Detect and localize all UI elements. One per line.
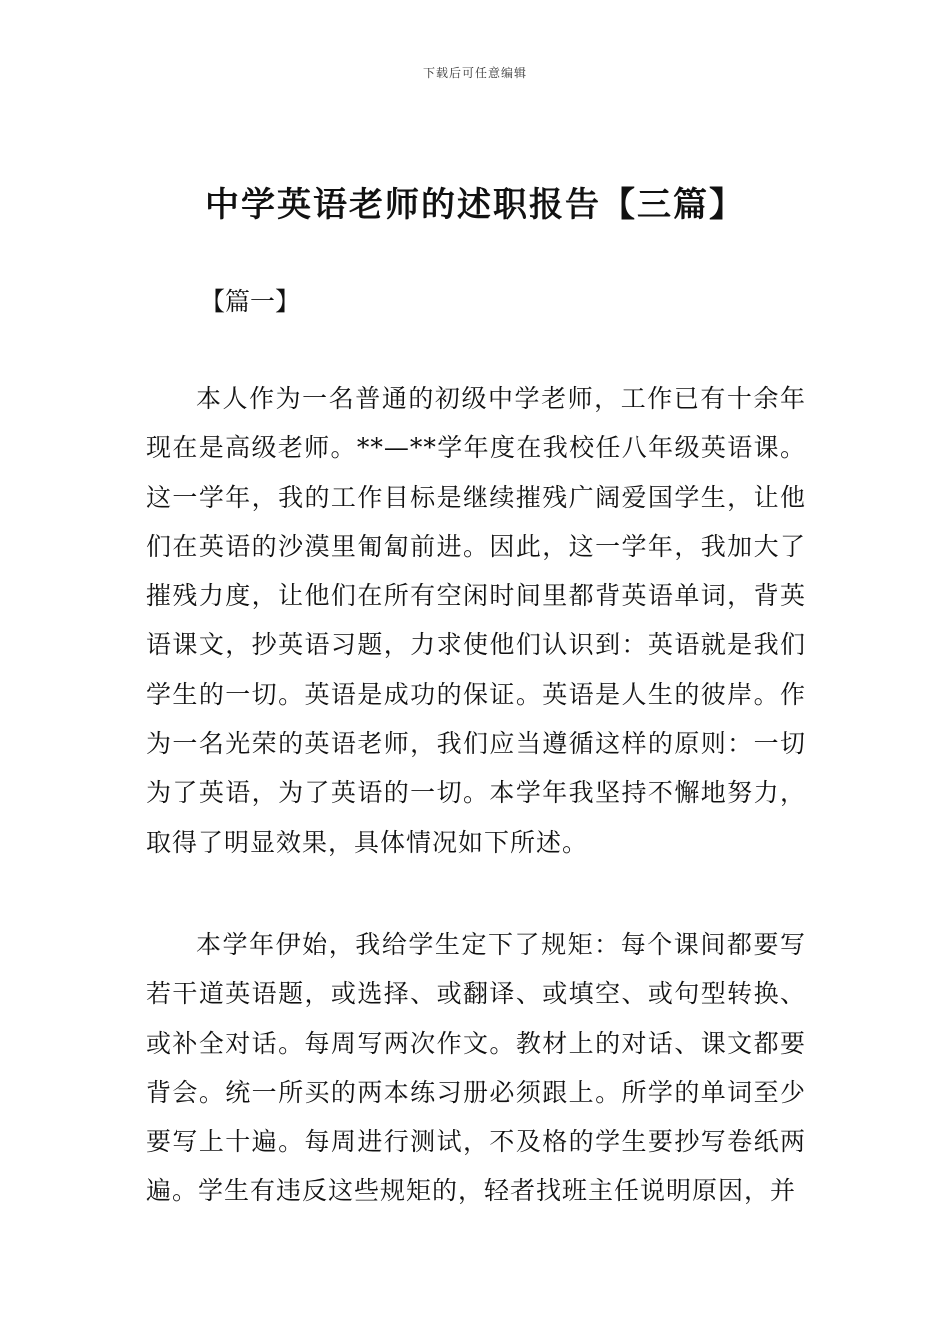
document-title: 中学英语老师的述职报告【三篇】 xyxy=(205,185,745,225)
body-paragraph: 本学年伊始，我给学生定下了规矩：每个课间都要写若干道英语题，或选择、或翻译、或填空、或句型转换、或补全对话。每周写两次作文。教材上的对话、课文都要背会。统一所买的两本练习册必须跟上。所学的单词至少要写上十遍。每周进行测试，不及格的学生要抄写卷纸两遍。学生有违反这些规矩的，轻者找班主任说明原因，并 xyxy=(146,930,806,1206)
page-header-note: 下载后可任意编辑 xyxy=(422,66,527,80)
body-paragraph: 本人作为一名普通的初级中学老师，工作已有十余年现在是高级老师。**—**学年度在我校任八年级英语课。这一学年，我的工作目标是继续摧残广阔爱国学生，让他们在英语的沙漠里匍匐前进。因此，这一学年，我加大了摧残力度，让他们在所有空闲时间里都背英语单词，背英语课文，抄英语习题，力求使他们认识到：英语就是我们学生的一切。英语是成功的保证。英语是人生的彼岸。作为一名光荣的英语老师，我们应当遵循这样的原则：一切为了英语，为了英语的一切。本学年我坚持不懈地努力，取得了明显效果，具体情况如下所述。 xyxy=(146,384,806,857)
section-label: 【篇一】 xyxy=(200,287,301,316)
